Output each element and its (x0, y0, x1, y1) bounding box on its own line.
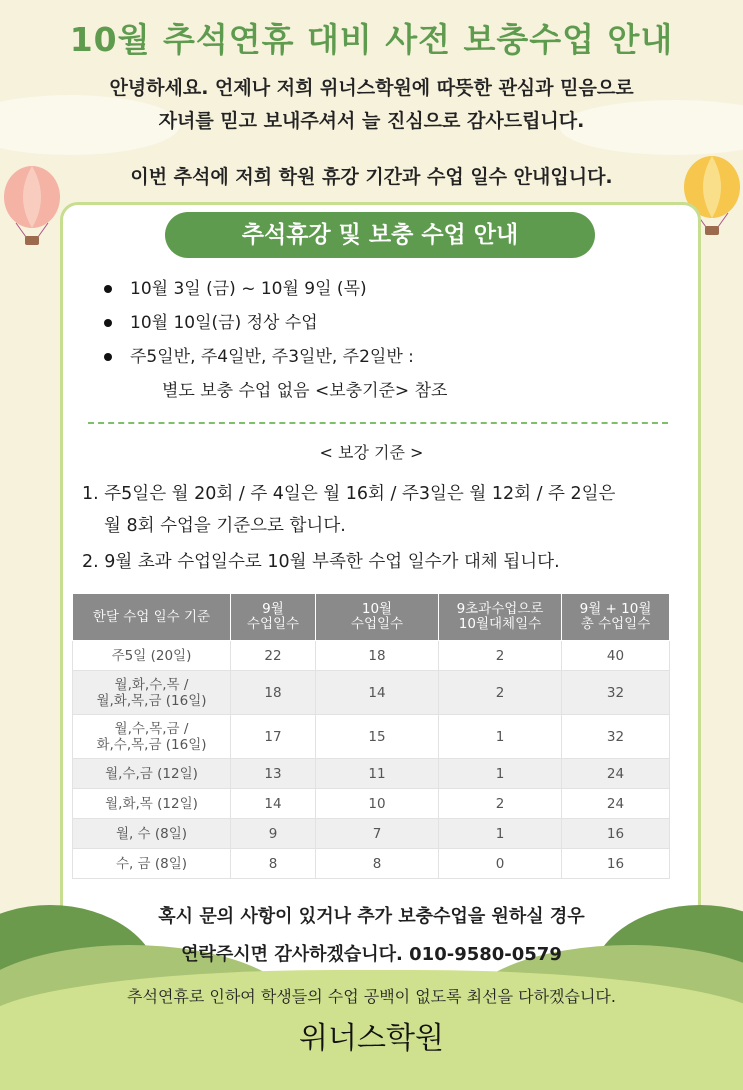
header-text: 10월대체일수 (458, 616, 542, 632)
cell: 8 (316, 849, 439, 879)
cell: 16 (562, 819, 670, 849)
contact-line: 혹시 문의 사항이 있거나 추가 보충수업을 원하실 경우 (158, 906, 585, 927)
closing-message: 추석연휴로 인하여 학생들의 수업 공백이 없도록 최선을 다하겠습니다. (127, 987, 616, 1006)
row-label-text: 월,화,수,목 / (114, 676, 189, 693)
rules-list (82, 478, 692, 578)
header-text: 수업일수 (246, 616, 300, 632)
row-label-text: 월,수,금 (12일) (105, 765, 198, 782)
cell: 1 (439, 759, 562, 789)
table-row (73, 849, 670, 879)
list-item: 10월 10일(금) 정상 수업 (100, 310, 447, 344)
standard-title: < 보강 기준 > (319, 443, 424, 462)
row-label-text: 수, 금 (8일) (115, 855, 188, 872)
cell: 9 (231, 819, 316, 849)
header-text: 10월 (361, 601, 393, 617)
cell: 0 (439, 849, 562, 879)
list-item: 10월 3일 (금) ~ 10월 9일 (목) (100, 276, 447, 310)
intro-text (0, 72, 743, 138)
table-row (73, 759, 670, 789)
section-title: 추석휴강 및 보충 수업 안내 (165, 212, 595, 258)
header-text: 9월 (262, 601, 284, 617)
rule-line: 월 8회 수업을 기준으로 합니다. (104, 516, 346, 536)
cell: 13 (231, 759, 316, 789)
cell: 15 (316, 715, 439, 759)
header-cell (231, 594, 316, 641)
cell: 14 (316, 671, 439, 715)
row-label-text: 주5일 (20일) (111, 647, 192, 664)
row-label (73, 759, 231, 789)
dashed-divider (88, 422, 668, 424)
row-label (73, 641, 231, 671)
contact-line: 연락주시면 감사하겠습니다. 010-9580-0579 (181, 944, 562, 965)
table-row (73, 789, 670, 819)
rule-line: 2. 9월 초과 수업일수로 10월 부족한 수업 일수가 대체 됩니다. (82, 552, 560, 572)
list-item-sub: 별도 보충 수업 없음 <보충기준> 참조 (162, 381, 448, 401)
rule-line: 1. 주5일은 월 20회 / 주 4일은 월 16회 / 주3일은 월 12회 / 주 2일은 (82, 484, 616, 504)
row-label-text: 월,화,목 (12일) (105, 795, 198, 812)
table-row (73, 715, 670, 759)
row-label-text: 화,수,목,금 (16일) (96, 736, 207, 753)
header-text: 한달 수업 일수 기준 (92, 608, 211, 625)
table-row (73, 671, 670, 715)
row-label (73, 715, 231, 759)
row-label (73, 671, 231, 715)
schedule-list (100, 276, 447, 410)
row-label-text: 월,수,목,금 / (114, 720, 189, 737)
cell: 16 (562, 849, 670, 879)
header-cell (562, 594, 670, 641)
cell: 1 (439, 819, 562, 849)
header-text: 수업일수 (350, 616, 404, 632)
cell: 18 (316, 641, 439, 671)
intro-line: 자녀를 믿고 보내주셔서 늘 진심으로 감사드립니다. (158, 110, 585, 132)
contact-info (0, 898, 743, 974)
cell: 2 (439, 789, 562, 819)
row-label (73, 849, 231, 879)
intro-line: 안녕하세요. 언제나 저희 위너스학원에 따뜻한 관심과 믿음으로 (109, 77, 634, 99)
cell: 32 (562, 715, 670, 759)
header-text: 총 수업일수 (580, 616, 651, 632)
table-row (73, 641, 670, 671)
cell: 1 (439, 715, 562, 759)
list-item: 주5일반, 주4일반, 주3일반, 주2일반 : (100, 344, 447, 378)
header-text: 9초과수업으로 (456, 601, 544, 617)
cell: 18 (231, 671, 316, 715)
row-label-text: 월, 수 (8일) (115, 825, 188, 842)
cell: 24 (562, 759, 670, 789)
header-cell (439, 594, 562, 641)
row-label-text: 월,화,목,금 (16일) (96, 692, 207, 709)
cell: 8 (231, 849, 316, 879)
header-cell (316, 594, 439, 641)
table-row (73, 819, 670, 849)
brand-name: 위너스학원 (299, 1021, 444, 1056)
cell: 11 (316, 759, 439, 789)
cell: 17 (231, 715, 316, 759)
cell: 22 (231, 641, 316, 671)
cell: 2 (439, 641, 562, 671)
cell: 7 (316, 819, 439, 849)
intro-notice: 이번 추석에 저희 학원 휴강 기간과 수업 일수 안내입니다. (130, 166, 613, 188)
cell: 24 (562, 789, 670, 819)
page-title: 10월 추석연휴 대비 사전 보충수업 안내 (69, 20, 674, 59)
table-header-row (73, 594, 670, 641)
cell: 40 (562, 641, 670, 671)
row-label (73, 819, 231, 849)
schedule-table (72, 593, 670, 879)
header-cell (73, 594, 231, 641)
cell: 32 (562, 671, 670, 715)
cell: 2 (439, 671, 562, 715)
cell: 14 (231, 789, 316, 819)
header-text: 9월 + 10월 (579, 601, 652, 617)
balloon-left-icon (2, 165, 62, 247)
row-label (73, 789, 231, 819)
cell: 10 (316, 789, 439, 819)
